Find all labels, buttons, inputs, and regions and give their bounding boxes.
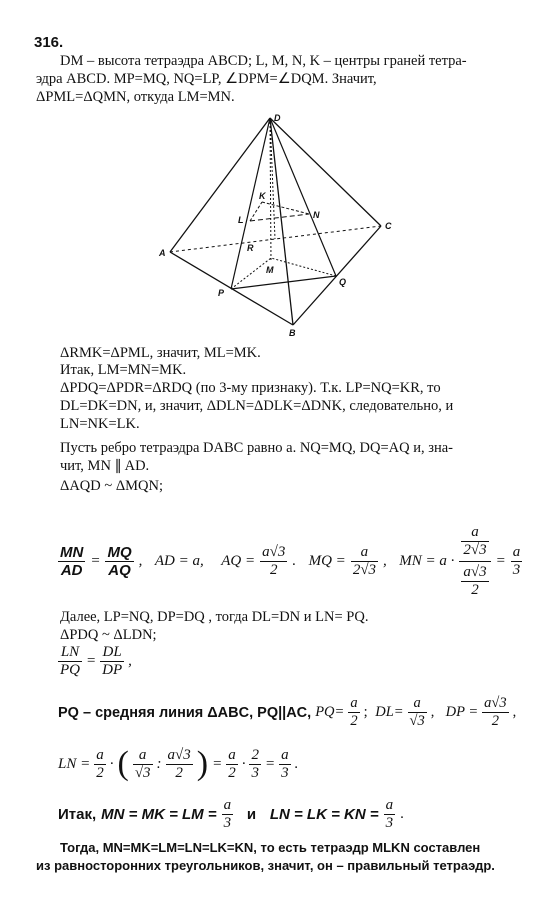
body-line-2: Итак, LM=MN=MK.: [60, 362, 187, 378]
body-line-5: LN=NK=LK.: [60, 416, 140, 432]
line-LK-hidden: [250, 202, 262, 221]
further-line-1: Далее, LP=NQ, DP=DQ , тогда DL=DN и LN= PQ.: [60, 609, 369, 625]
edge-BC: [293, 226, 381, 325]
label-M: M: [266, 265, 274, 275]
summary-line: Итак, MN = MK = LM = $\frac{a}{3}$ и LN = LK = KN = $\frac{a}{3}$ .: [58, 797, 404, 831]
intro-line-3: ΔPML=ΔQMN, откуда LM=MN.: [36, 89, 235, 105]
body-line-3: ΔPDQ=ΔPDR=ΔRDQ (по 3-му признаку). Т.к. LP=NQ=KR, то: [60, 380, 441, 396]
label-A: A: [159, 248, 166, 258]
edge-DB: [270, 118, 293, 325]
line-QM-hidden: [271, 258, 336, 276]
line-KN-hidden: [262, 202, 309, 214]
label-B: B: [289, 328, 296, 338]
label-D: D: [274, 113, 281, 123]
edge-DC: [270, 118, 381, 226]
body-line-6: Пусть ребро тетраэдра DABC равно a. NQ=MQ, DQ=AQ и, зна-: [60, 440, 454, 456]
label-P: P: [218, 288, 225, 298]
conclusion-line-1: Тогда, MN=MK=LM=LN=LK=KN, то есть тетраэдр MLKN составлен: [60, 840, 481, 855]
tetrahedron-figure: [0, 0, 550, 345]
intro-line-1: DM – высота тетраэдра ABCD; L, M, N, K – центры граней тетра-: [60, 53, 467, 69]
label-Q: Q: [339, 277, 347, 287]
problem-number: 316.: [34, 34, 64, 51]
body-line-7: чит, MN ∥ AD.: [60, 458, 150, 474]
equation-pq-midline: PQ – средняя линия ΔABC, PQ||AC, PQ= $\frac{a}{2}$ ; DL= $\frac{a}{√3}$ , DP = $\frac{a√3}{2}$ ,: [58, 695, 517, 729]
line-DQ: [270, 118, 336, 276]
label-K: K: [259, 191, 266, 201]
body-line-1: ΔRMK=ΔPML, значит, ML=MK.: [60, 345, 261, 361]
conclusion-line-2: из равносторонних треугольников, значит, он – правильный тетраэдр.: [36, 858, 495, 873]
body-line-4: DL=DK=DN, и, значит, ΔDLN=ΔDLK=ΔDNK, следовательно, и: [60, 398, 454, 414]
label-C: C: [385, 221, 392, 231]
equation-ln-value: LN = $\frac{a}{2}$ · ( $\frac{a}{√3}$ : $\frac{a√3}{2}$ ) = $\frac{a}{2}$ · $\frac{2}{3}$ = $\frac{a}{3}$ .: [58, 745, 299, 782]
intro-line-2: эдра ABCD. MP=MQ, NQ=LP, ∠DPM=∠DQM. Значит,: [36, 71, 377, 87]
edge-AC-hidden: [170, 226, 381, 252]
label-L: L: [238, 215, 244, 225]
equation-ln-pq: $\frac{LN}{PQ}$ = $\frac{DL}{DP}$ ,: [60, 644, 132, 678]
further-line-2: ΔPDQ ~ ΔLDN;: [60, 627, 157, 643]
label-N: N: [313, 210, 320, 220]
line-LN-hidden: [250, 214, 309, 221]
body-line-8: ΔAQD ~ ΔMQN;: [60, 478, 164, 494]
line-PQ: [231, 276, 336, 289]
label-R: R: [247, 243, 254, 253]
equation-mn-ad: $\frac{MN}{AD}$ = $\frac{MQ}{AQ}$ , AD = a, AQ = $\frac{a√3}{2}$ . MQ = $\frac{a}{2√3}$ , MN = a · $\frac{\frac{a}{2√3}}{\frac{a√3}{2}}$ = $\frac{a}{3}$: [60, 524, 521, 598]
